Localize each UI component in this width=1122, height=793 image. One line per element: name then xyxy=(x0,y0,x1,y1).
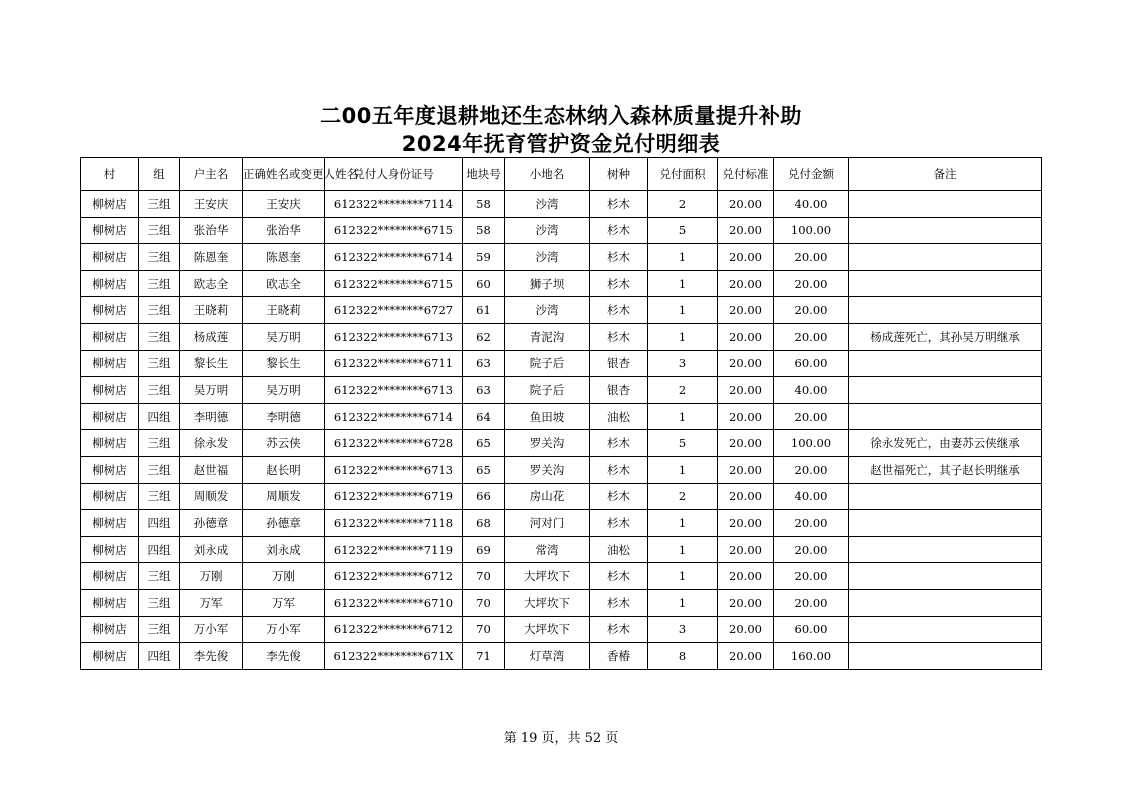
cell-area: 1 xyxy=(648,323,718,350)
cell-standard: 20.00 xyxy=(718,377,774,404)
cell-id-number: 612322********7119 xyxy=(325,536,463,563)
cell-place-name: 房山花 xyxy=(505,483,590,510)
cell-place-name: 沙湾 xyxy=(505,217,590,244)
table-row xyxy=(81,297,1042,324)
cell-correct-name: 万军 xyxy=(243,589,325,616)
cell-household-head: 黎长生 xyxy=(180,350,243,377)
cell-area: 1 xyxy=(648,244,718,271)
cell-group: 三组 xyxy=(139,244,180,271)
cell-plot-number: 63 xyxy=(463,377,505,404)
cell-remarks xyxy=(849,483,1042,510)
cell-plot-number: 69 xyxy=(463,536,505,563)
cell-id-number: 612322********6719 xyxy=(325,483,463,510)
cell-household-head: 陈恩奎 xyxy=(180,244,243,271)
cell-household-head: 赵世福 xyxy=(180,456,243,483)
cell-correct-name: 欧志全 xyxy=(243,270,325,297)
cell-amount: 160.00 xyxy=(774,643,849,670)
cell-plot-number: 66 xyxy=(463,483,505,510)
table-header-row xyxy=(81,158,1042,191)
table-row xyxy=(81,589,1042,616)
cell-amount: 40.00 xyxy=(774,483,849,510)
cell-remarks xyxy=(849,589,1042,616)
table-body xyxy=(81,191,1042,670)
cell-amount: 20.00 xyxy=(774,563,849,590)
column-header-place-name: 小地名 xyxy=(505,158,590,191)
cell-household-head: 刘永成 xyxy=(180,536,243,563)
cell-amount: 20.00 xyxy=(774,323,849,350)
column-header-standard: 兑付标准 xyxy=(718,158,774,191)
cell-village: 柳树店 xyxy=(81,323,139,350)
cell-group: 三组 xyxy=(139,483,180,510)
cell-correct-name: 李明德 xyxy=(243,403,325,430)
cell-id-number: 612322********671X xyxy=(325,643,463,670)
cell-remarks xyxy=(849,297,1042,324)
cell-group: 四组 xyxy=(139,403,180,430)
cell-standard: 20.00 xyxy=(718,563,774,590)
cell-area: 1 xyxy=(648,403,718,430)
cell-village: 柳树店 xyxy=(81,643,139,670)
cell-id-number: 612322********6710 xyxy=(325,589,463,616)
cell-amount: 20.00 xyxy=(774,589,849,616)
cell-place-name: 沙湾 xyxy=(505,244,590,271)
cell-village: 柳树店 xyxy=(81,297,139,324)
column-header-amount: 兑付金额 xyxy=(774,158,849,191)
cell-area: 2 xyxy=(648,483,718,510)
table-row xyxy=(81,323,1042,350)
cell-amount: 40.00 xyxy=(774,191,849,218)
table-row xyxy=(81,563,1042,590)
cell-correct-name: 赵长明 xyxy=(243,456,325,483)
cell-plot-number: 61 xyxy=(463,297,505,324)
cell-amount: 20.00 xyxy=(774,536,849,563)
cell-tree-species: 香椿 xyxy=(590,643,648,670)
cell-remarks: 徐永发死亡，由妻苏云侠继承 xyxy=(849,430,1042,457)
cell-household-head: 李明德 xyxy=(180,403,243,430)
cell-plot-number: 62 xyxy=(463,323,505,350)
column-header-remarks: 备注 xyxy=(849,158,1042,191)
payment-detail-table xyxy=(80,157,1042,670)
cell-village: 柳树店 xyxy=(81,456,139,483)
cell-correct-name: 万小军 xyxy=(243,616,325,643)
cell-standard: 20.00 xyxy=(718,510,774,537)
cell-correct-name: 李先俊 xyxy=(243,643,325,670)
cell-group: 三组 xyxy=(139,350,180,377)
column-header-household-head: 户主名 xyxy=(180,158,243,191)
cell-group: 四组 xyxy=(139,643,180,670)
cell-plot-number: 59 xyxy=(463,244,505,271)
table-row xyxy=(81,483,1042,510)
cell-place-name: 院子后 xyxy=(505,350,590,377)
table-row xyxy=(81,643,1042,670)
cell-plot-number: 65 xyxy=(463,456,505,483)
table-row xyxy=(81,456,1042,483)
cell-place-name: 灯草湾 xyxy=(505,643,590,670)
cell-group: 四组 xyxy=(139,510,180,537)
cell-plot-number: 65 xyxy=(463,430,505,457)
cell-group: 三组 xyxy=(139,456,180,483)
cell-id-number: 612322********6727 xyxy=(325,297,463,324)
cell-village: 柳树店 xyxy=(81,377,139,404)
cell-remarks xyxy=(849,643,1042,670)
cell-village: 柳树店 xyxy=(81,536,139,563)
cell-standard: 20.00 xyxy=(718,536,774,563)
cell-standard: 20.00 xyxy=(718,270,774,297)
cell-household-head: 欧志全 xyxy=(180,270,243,297)
cell-tree-species: 杉木 xyxy=(590,270,648,297)
table-row xyxy=(81,350,1042,377)
cell-area: 2 xyxy=(648,377,718,404)
cell-correct-name: 王晓莉 xyxy=(243,297,325,324)
cell-id-number: 612322********6714 xyxy=(325,244,463,271)
cell-amount: 20.00 xyxy=(774,244,849,271)
cell-id-number: 612322********7114 xyxy=(325,191,463,218)
cell-id-number: 612322********6728 xyxy=(325,430,463,457)
cell-group: 三组 xyxy=(139,323,180,350)
cell-village: 柳树店 xyxy=(81,589,139,616)
cell-village: 柳树店 xyxy=(81,350,139,377)
column-header-area: 兑付面积 xyxy=(648,158,718,191)
cell-correct-name: 周顺发 xyxy=(243,483,325,510)
table-title-line-1: 二00五年度退耕地还生态林纳入森林质量提升补助 xyxy=(320,104,802,128)
cell-village: 柳树店 xyxy=(81,244,139,271)
cell-amount: 20.00 xyxy=(774,297,849,324)
cell-village: 柳树店 xyxy=(81,403,139,430)
cell-area: 3 xyxy=(648,350,718,377)
cell-correct-name: 孙德章 xyxy=(243,510,325,537)
cell-tree-species: 油松 xyxy=(590,536,648,563)
cell-standard: 20.00 xyxy=(718,297,774,324)
cell-plot-number: 70 xyxy=(463,589,505,616)
cell-village: 柳树店 xyxy=(81,430,139,457)
cell-area: 5 xyxy=(648,217,718,244)
cell-id-number: 612322********6715 xyxy=(325,217,463,244)
cell-place-name: 罗关沟 xyxy=(505,456,590,483)
cell-id-number: 612322********6712 xyxy=(325,616,463,643)
cell-correct-name: 王安庆 xyxy=(243,191,325,218)
cell-area: 2 xyxy=(648,191,718,218)
cell-area: 1 xyxy=(648,563,718,590)
cell-household-head: 王晓莉 xyxy=(180,297,243,324)
cell-standard: 20.00 xyxy=(718,616,774,643)
cell-standard: 20.00 xyxy=(718,643,774,670)
cell-place-name: 狮子坝 xyxy=(505,270,590,297)
cell-tree-species: 银杏 xyxy=(590,350,648,377)
cell-area: 5 xyxy=(648,430,718,457)
cell-correct-name: 吴万明 xyxy=(243,323,325,350)
cell-plot-number: 58 xyxy=(463,191,505,218)
cell-correct-name: 苏云侠 xyxy=(243,430,325,457)
cell-place-name: 常湾 xyxy=(505,536,590,563)
column-header-group: 组 xyxy=(139,158,180,191)
cell-household-head: 万军 xyxy=(180,589,243,616)
table-row xyxy=(81,244,1042,271)
cell-standard: 20.00 xyxy=(718,589,774,616)
cell-id-number: 612322********6712 xyxy=(325,563,463,590)
cell-area: 1 xyxy=(648,270,718,297)
cell-id-number: 612322********6714 xyxy=(325,403,463,430)
cell-plot-number: 63 xyxy=(463,350,505,377)
cell-amount: 40.00 xyxy=(774,377,849,404)
table-row xyxy=(81,403,1042,430)
cell-village: 柳树店 xyxy=(81,191,139,218)
cell-tree-species: 杉木 xyxy=(590,616,648,643)
cell-standard: 20.00 xyxy=(718,456,774,483)
cell-place-name: 河对门 xyxy=(505,510,590,537)
page-number-footer: 第 19 页，共 52 页 xyxy=(503,731,619,746)
cell-plot-number: 68 xyxy=(463,510,505,537)
cell-plot-number: 64 xyxy=(463,403,505,430)
cell-standard: 20.00 xyxy=(718,430,774,457)
column-header-tree-species: 树种 xyxy=(590,158,648,191)
cell-amount: 20.00 xyxy=(774,270,849,297)
cell-remarks xyxy=(849,244,1042,271)
cell-standard: 20.00 xyxy=(718,323,774,350)
cell-group: 三组 xyxy=(139,377,180,404)
cell-remarks xyxy=(849,350,1042,377)
cell-tree-species: 杉木 xyxy=(590,589,648,616)
cell-tree-species: 杉木 xyxy=(590,483,648,510)
cell-plot-number: 70 xyxy=(463,563,505,590)
cell-amount: 20.00 xyxy=(774,510,849,537)
cell-household-head: 孙德章 xyxy=(180,510,243,537)
cell-remarks xyxy=(849,217,1042,244)
cell-remarks: 杨成莲死亡，其孙吴万明继承 xyxy=(849,323,1042,350)
cell-household-head: 吴万明 xyxy=(180,377,243,404)
cell-remarks xyxy=(849,403,1042,430)
cell-correct-name: 万刚 xyxy=(243,563,325,590)
cell-correct-name: 刘永成 xyxy=(243,536,325,563)
table-row xyxy=(81,377,1042,404)
cell-household-head: 万小军 xyxy=(180,616,243,643)
cell-amount: 100.00 xyxy=(774,430,849,457)
cell-correct-name: 吴万明 xyxy=(243,377,325,404)
table-row xyxy=(81,270,1042,297)
cell-tree-species: 杉木 xyxy=(590,217,648,244)
cell-area: 1 xyxy=(648,456,718,483)
cell-household-head: 张治华 xyxy=(180,217,243,244)
cell-group: 三组 xyxy=(139,217,180,244)
cell-remarks xyxy=(849,510,1042,537)
cell-area: 1 xyxy=(648,510,718,537)
table-title-line-2: 2024年抚育管护资金兑付明细表 xyxy=(401,132,721,156)
cell-tree-species: 杉木 xyxy=(590,563,648,590)
cell-plot-number: 71 xyxy=(463,643,505,670)
cell-place-name: 沙湾 xyxy=(505,191,590,218)
cell-standard: 20.00 xyxy=(718,191,774,218)
cell-household-head: 周顺发 xyxy=(180,483,243,510)
cell-village: 柳树店 xyxy=(81,563,139,590)
table-row xyxy=(81,191,1042,218)
column-header-village: 村 xyxy=(81,158,139,191)
cell-household-head: 杨成莲 xyxy=(180,323,243,350)
cell-correct-name: 黎长生 xyxy=(243,350,325,377)
table-row xyxy=(81,430,1042,457)
cell-village: 柳树店 xyxy=(81,510,139,537)
cell-place-name: 沙湾 xyxy=(505,297,590,324)
cell-tree-species: 杉木 xyxy=(590,510,648,537)
cell-place-name: 院子后 xyxy=(505,377,590,404)
cell-remarks xyxy=(849,270,1042,297)
cell-tree-species: 杉木 xyxy=(590,323,648,350)
cell-tree-species: 油松 xyxy=(590,403,648,430)
cell-plot-number: 60 xyxy=(463,270,505,297)
cell-standard: 20.00 xyxy=(718,244,774,271)
cell-standard: 20.00 xyxy=(718,403,774,430)
table-row xyxy=(81,616,1042,643)
cell-tree-species: 杉木 xyxy=(590,244,648,271)
cell-household-head: 徐永发 xyxy=(180,430,243,457)
cell-correct-name: 张治华 xyxy=(243,217,325,244)
cell-group: 三组 xyxy=(139,270,180,297)
cell-id-number: 612322********7118 xyxy=(325,510,463,537)
cell-tree-species: 银杏 xyxy=(590,377,648,404)
cell-amount: 60.00 xyxy=(774,616,849,643)
cell-place-name: 鱼田坡 xyxy=(505,403,590,430)
table-row xyxy=(81,536,1042,563)
cell-remarks xyxy=(849,377,1042,404)
cell-id-number: 612322********6715 xyxy=(325,270,463,297)
cell-group: 三组 xyxy=(139,430,180,457)
cell-place-name: 大坪坎下 xyxy=(505,563,590,590)
cell-tree-species: 杉木 xyxy=(590,430,648,457)
cell-village: 柳树店 xyxy=(81,483,139,510)
cell-amount: 60.00 xyxy=(774,350,849,377)
cell-plot-number: 70 xyxy=(463,616,505,643)
cell-village: 柳树店 xyxy=(81,217,139,244)
cell-group: 三组 xyxy=(139,297,180,324)
cell-place-name: 罗关沟 xyxy=(505,430,590,457)
cell-household-head: 万刚 xyxy=(180,563,243,590)
cell-plot-number: 58 xyxy=(463,217,505,244)
column-header-correct-name: 正确姓名或变更人姓名 xyxy=(243,158,325,191)
cell-household-head: 李先俊 xyxy=(180,643,243,670)
table-row xyxy=(81,510,1042,537)
table-row xyxy=(81,217,1042,244)
cell-amount: 20.00 xyxy=(774,403,849,430)
cell-amount: 20.00 xyxy=(774,456,849,483)
column-header-id-number: 兑付人身份证号 xyxy=(325,158,463,191)
cell-area: 1 xyxy=(648,589,718,616)
cell-household-head: 王安庆 xyxy=(180,191,243,218)
cell-tree-species: 杉木 xyxy=(590,191,648,218)
cell-area: 8 xyxy=(648,643,718,670)
cell-area: 1 xyxy=(648,536,718,563)
cell-amount: 100.00 xyxy=(774,217,849,244)
cell-group: 三组 xyxy=(139,563,180,590)
cell-group: 三组 xyxy=(139,191,180,218)
cell-standard: 20.00 xyxy=(718,350,774,377)
cell-village: 柳树店 xyxy=(81,270,139,297)
cell-remarks xyxy=(849,563,1042,590)
cell-group: 四组 xyxy=(139,536,180,563)
cell-remarks xyxy=(849,616,1042,643)
cell-tree-species: 杉木 xyxy=(590,297,648,324)
cell-remarks xyxy=(849,536,1042,563)
cell-id-number: 612322********6713 xyxy=(325,377,463,404)
cell-id-number: 612322********6713 xyxy=(325,456,463,483)
cell-id-number: 612322********6711 xyxy=(325,350,463,377)
cell-group: 三组 xyxy=(139,616,180,643)
cell-area: 3 xyxy=(648,616,718,643)
cell-remarks: 赵世福死亡，其子赵长明继承 xyxy=(849,456,1042,483)
cell-id-number: 612322********6713 xyxy=(325,323,463,350)
cell-place-name: 大坪坎下 xyxy=(505,616,590,643)
cell-place-name: 大坪坎下 xyxy=(505,589,590,616)
cell-standard: 20.00 xyxy=(718,217,774,244)
cell-place-name: 青泥沟 xyxy=(505,323,590,350)
cell-tree-species: 杉木 xyxy=(590,456,648,483)
cell-area: 1 xyxy=(648,297,718,324)
cell-village: 柳树店 xyxy=(81,616,139,643)
cell-standard: 20.00 xyxy=(718,483,774,510)
cell-remarks xyxy=(849,191,1042,218)
cell-group: 三组 xyxy=(139,589,180,616)
column-header-plot-number: 地块号 xyxy=(463,158,505,191)
cell-correct-name: 陈恩奎 xyxy=(243,244,325,271)
